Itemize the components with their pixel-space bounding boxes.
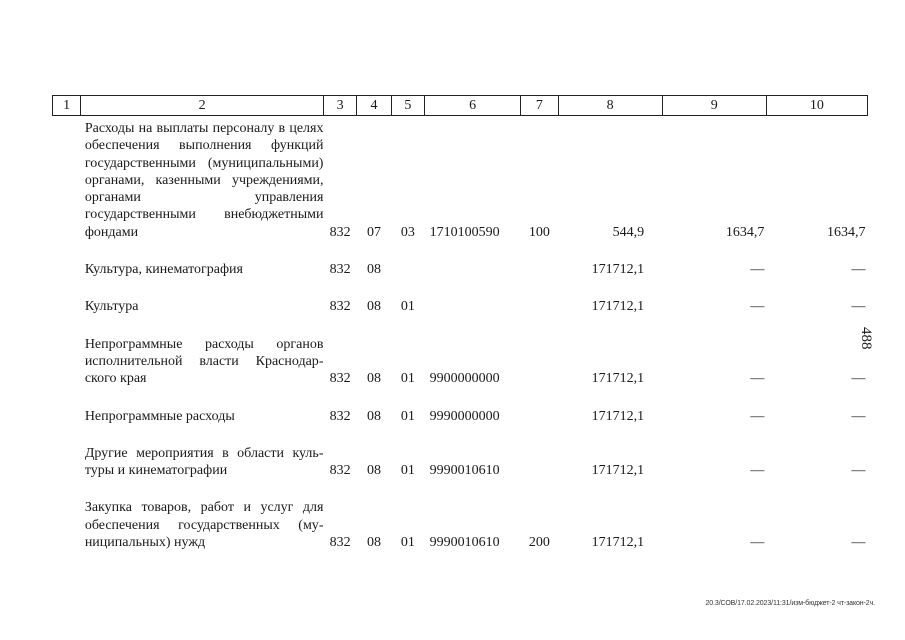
cell-target-article: 9990000000: [429, 408, 500, 424]
budget-table: [52, 95, 868, 551]
cell-amount-col10: —: [851, 463, 866, 479]
row-spacer-cell: [53, 241, 868, 261]
cell-amount-col10: —: [851, 371, 866, 387]
table-row: [53, 298, 868, 315]
cell-target-article: 9990010610: [429, 463, 500, 479]
cell-amount-col8: 171712,1: [591, 535, 645, 551]
cell-col-1: [53, 116, 81, 242]
row-spacer-cell: [53, 479, 868, 499]
cell-subsection: 01: [400, 535, 415, 551]
cell-section: 08: [367, 535, 382, 551]
table-row: [53, 261, 868, 278]
cell-expense-type: [521, 261, 558, 278]
cell-col-1: [53, 445, 81, 480]
cell-name: Непрограммные расходы органов исполнительной власти Краснодарского края: [84, 336, 324, 387]
cell-amount-col10: 1634,7: [827, 224, 866, 240]
header-col-9: 9: [662, 96, 766, 116]
cell-col-1: [53, 298, 81, 315]
cell-amount-col10: —: [851, 535, 866, 551]
table-header: [53, 96, 868, 116]
row-spacer-cell: [53, 425, 868, 445]
cell-amount-col10: —: [851, 299, 866, 315]
row-spacer: [53, 479, 868, 499]
row-spacer-cell: [53, 388, 868, 408]
row-spacer: [53, 316, 868, 336]
cell-amount-col9: —: [750, 371, 765, 387]
cell-amount-col9: —: [750, 535, 765, 551]
cell-expense-type: 200: [528, 535, 550, 551]
row-spacer: [53, 241, 868, 261]
cell-subsection: 01: [400, 408, 415, 424]
row-spacer: [53, 425, 868, 445]
cell-expense-type: [521, 445, 558, 480]
cell-amount-col9: —: [750, 408, 765, 424]
cell-admin-code: 832: [329, 299, 351, 315]
cell-name: Расходы на выплаты персоналу в целях обеспечения выполнения функций государственными (муниципальными) органами, казенными учреждениями, органами управления государственными внебюджетными фондами: [84, 121, 324, 240]
cell-admin-code: 832: [329, 535, 351, 551]
cell-amount-col8: 171712,1: [591, 408, 645, 424]
cell-target-article: 9900000000: [429, 371, 500, 387]
cell-expense-type: [521, 336, 558, 388]
header-col-10: 10: [766, 96, 867, 116]
page-number: 488: [858, 327, 874, 350]
cell-amount-col9: —: [750, 262, 765, 278]
row-spacer: [53, 388, 868, 408]
cell-section: 08: [367, 262, 382, 278]
cell-admin-code: 832: [329, 371, 351, 387]
cell-section: 07: [367, 224, 382, 240]
cell-target-article: 9990010610: [429, 535, 500, 551]
header-col-8: 8: [558, 96, 662, 116]
row-spacer-cell: [53, 316, 868, 336]
cell-name: Непрограммные расходы: [84, 408, 235, 424]
cell-name: Культура: [84, 299, 139, 315]
cell-subsection: 01: [400, 463, 415, 479]
footer-stamp: 20.3/СОВ/17.02.2023/11:31/изм-бюджет-2 чт-закон-2ч.: [705, 600, 875, 607]
row-spacer-cell: [53, 278, 868, 298]
cell-col-1: [53, 408, 81, 425]
cell-admin-code: 832: [329, 224, 351, 240]
header-col-4: 4: [357, 96, 391, 116]
cell-amount-col9: 1634,7: [725, 224, 765, 240]
cell-name: Закупка товаров, работ и услуг для обеспечения государственных (муниципальных) нужд: [84, 500, 324, 551]
cell-amount-col8: 171712,1: [591, 262, 645, 278]
cell-name: Культура, кинематография: [84, 262, 243, 278]
cell-subsection: 01: [400, 371, 415, 387]
cell-name: Другие мероприятия в области культуры и кинематографии: [84, 445, 324, 479]
header-col-3: 3: [323, 96, 356, 116]
cell-admin-code: 832: [329, 408, 351, 424]
cell-subsection: [391, 261, 424, 278]
cell-amount-col9: —: [750, 463, 765, 479]
cell-admin-code: 832: [329, 262, 351, 278]
cell-target-article: [425, 261, 521, 278]
table-row: [53, 116, 868, 242]
table-body: [53, 116, 868, 552]
header-col-1: 1: [53, 96, 81, 116]
cell-col-1: [53, 261, 81, 278]
cell-section: 08: [367, 371, 382, 387]
cell-expense-type: [521, 298, 558, 315]
cell-admin-code: 832: [329, 463, 351, 479]
cell-target-article: 1710100590: [429, 224, 500, 240]
cell-amount-col8: 171712,1: [591, 463, 645, 479]
cell-amount-col8: 544,9: [612, 224, 645, 240]
table-row: [53, 499, 868, 551]
table-row: [53, 336, 868, 388]
header-col-7: 7: [521, 96, 558, 116]
header-col-6: 6: [425, 96, 521, 116]
cell-section: 08: [367, 299, 382, 315]
cell-amount-col10: —: [851, 262, 866, 278]
cell-subsection: 03: [400, 224, 415, 240]
cell-amount-col9: —: [750, 299, 765, 315]
cell-target-article: [425, 298, 521, 315]
cell-subsection: 01: [400, 299, 415, 315]
cell-col-1: [53, 336, 81, 388]
header-row: [53, 96, 868, 116]
cell-col-1: [53, 499, 81, 551]
cell-section: 08: [367, 408, 382, 424]
header-col-2: 2: [81, 96, 324, 116]
cell-amount-col8: 171712,1: [591, 299, 645, 315]
cell-amount-col8: 171712,1: [591, 371, 645, 387]
cell-expense-type: 100: [528, 224, 550, 240]
header-col-5: 5: [391, 96, 424, 116]
cell-expense-type: [521, 408, 558, 425]
table-row: [53, 408, 868, 425]
table-row: [53, 445, 868, 480]
cell-amount-col10: —: [851, 408, 866, 424]
row-spacer: [53, 278, 868, 298]
cell-section: 08: [367, 463, 382, 479]
